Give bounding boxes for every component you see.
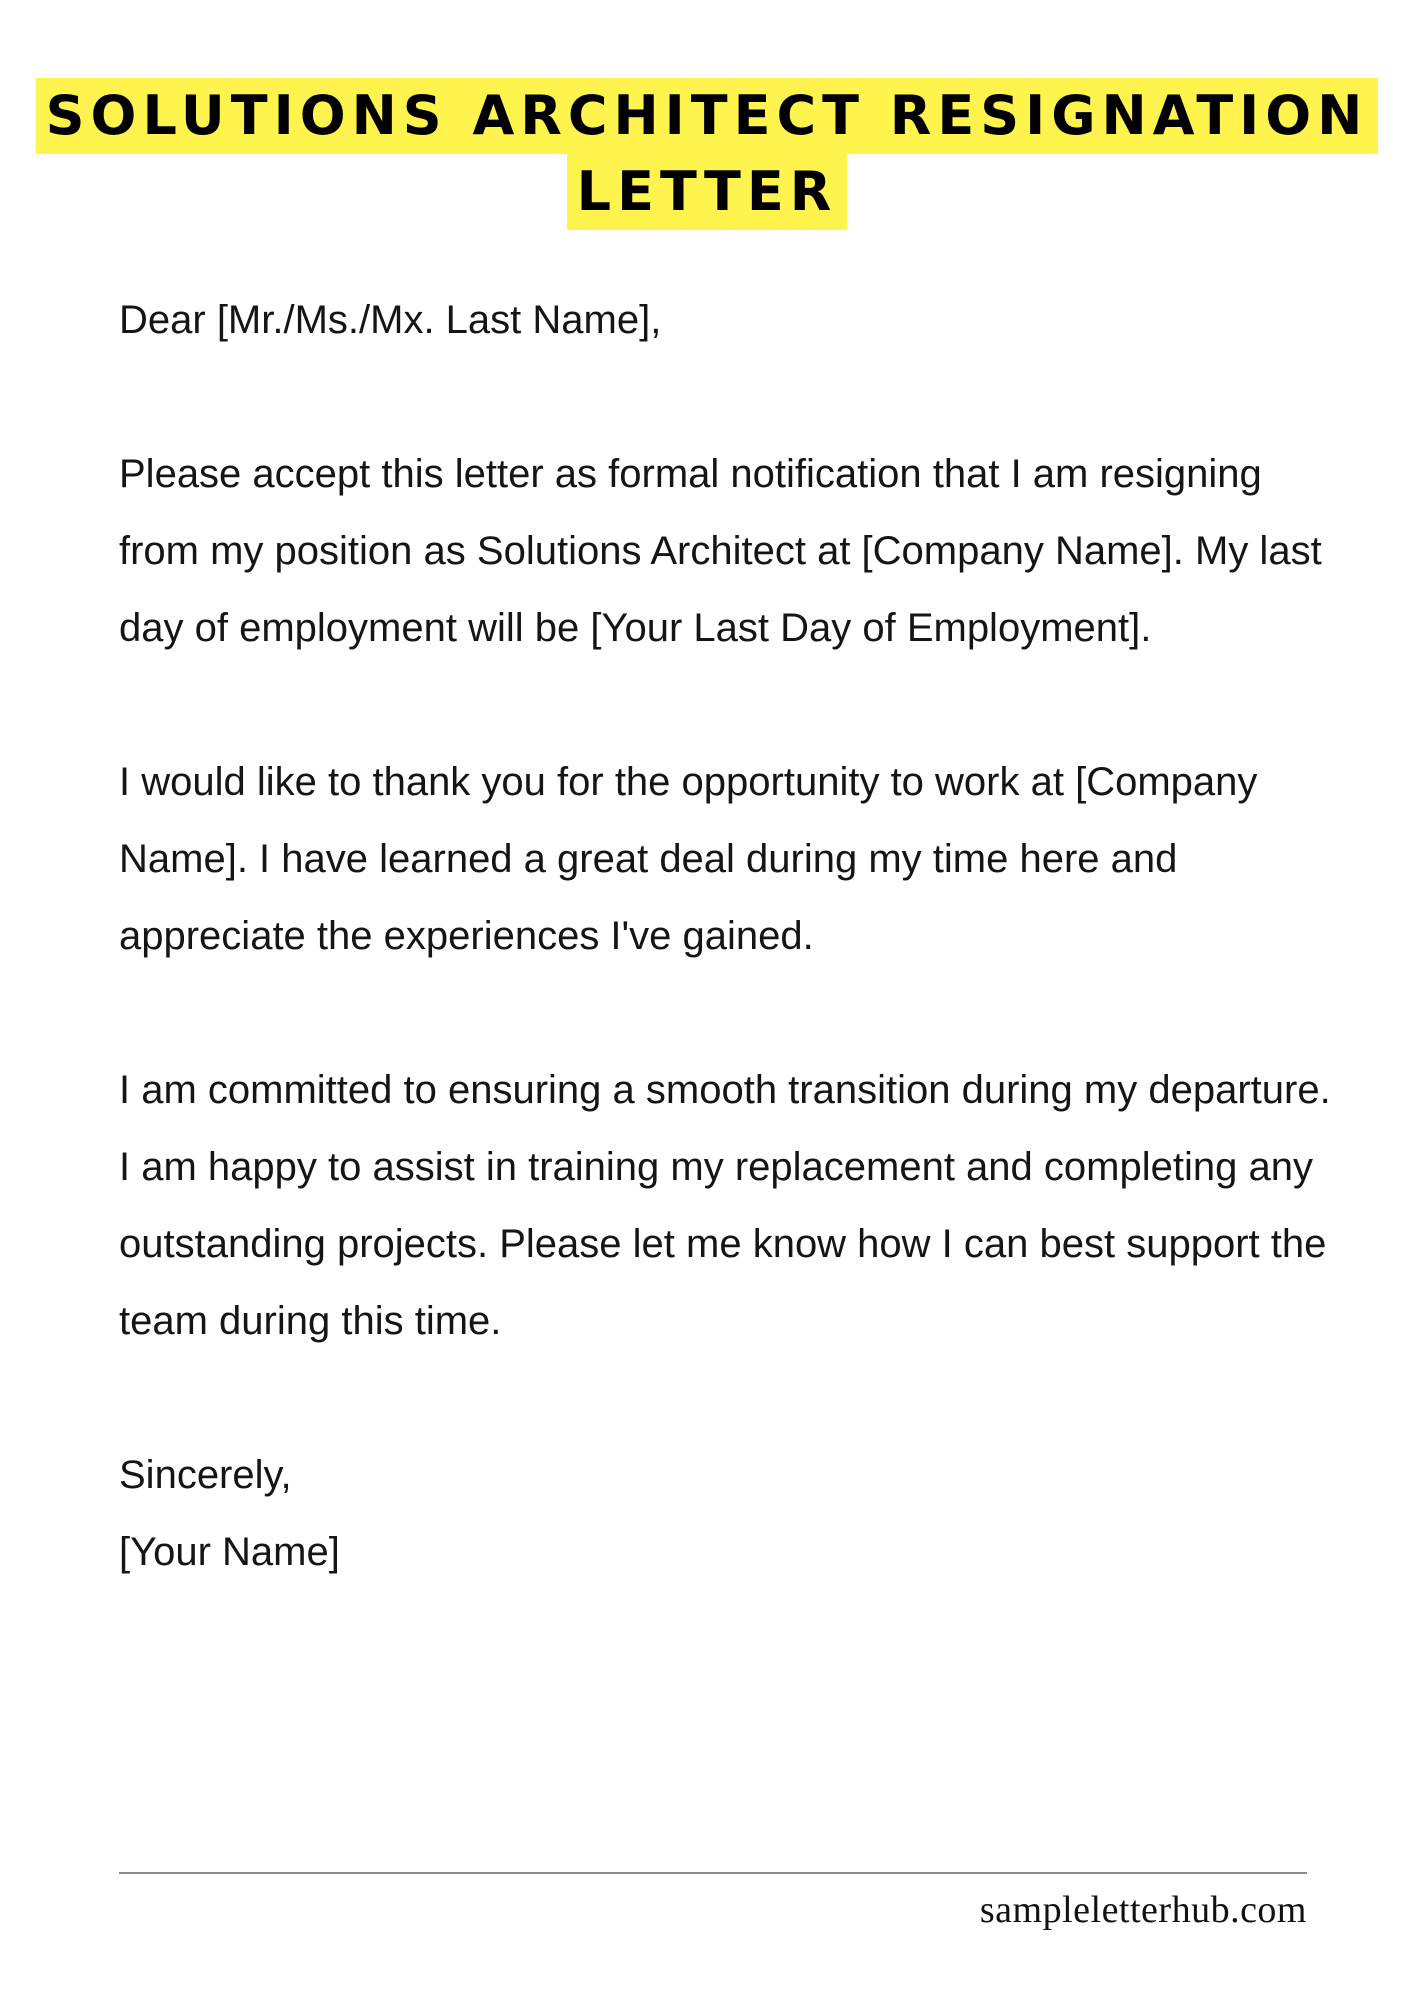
signature: [Your Name]: [119, 1530, 340, 1574]
paragraph-thanks: I would like to thank you for the opportunity to work at [Company Name]. I have learned a great deal during my time here and appreciate the experiences I've gained.: [119, 760, 1258, 958]
paragraph-transition: I am committed to ensuring a smooth transition during my departure. I am happy to assist in training my replacement and completing any outstanding projects. Please let me know how I can best support the team during this time.: [119, 1068, 1331, 1343]
title-line-2: LETTER: [567, 154, 848, 230]
paragraph-notification: Please accept this letter as formal notification that I am resigning from my position as Solutions Architect at [Company Name]. My last day of employment will be [Your Last Day of Employment].: [119, 452, 1322, 650]
closing: Sincerely,: [119, 1453, 292, 1497]
salutation: Dear [Mr./Ms./Mx. Last Name],: [119, 298, 662, 342]
footer-website: sampleletterhub.com: [979, 1889, 1307, 1931]
letter-title: [0, 78, 1414, 230]
letter-body: [119, 282, 1339, 1591]
footer-divider: [119, 1872, 1307, 1874]
title-line-1: SOLUTIONS ARCHITECT RESIGNATION: [36, 78, 1379, 154]
